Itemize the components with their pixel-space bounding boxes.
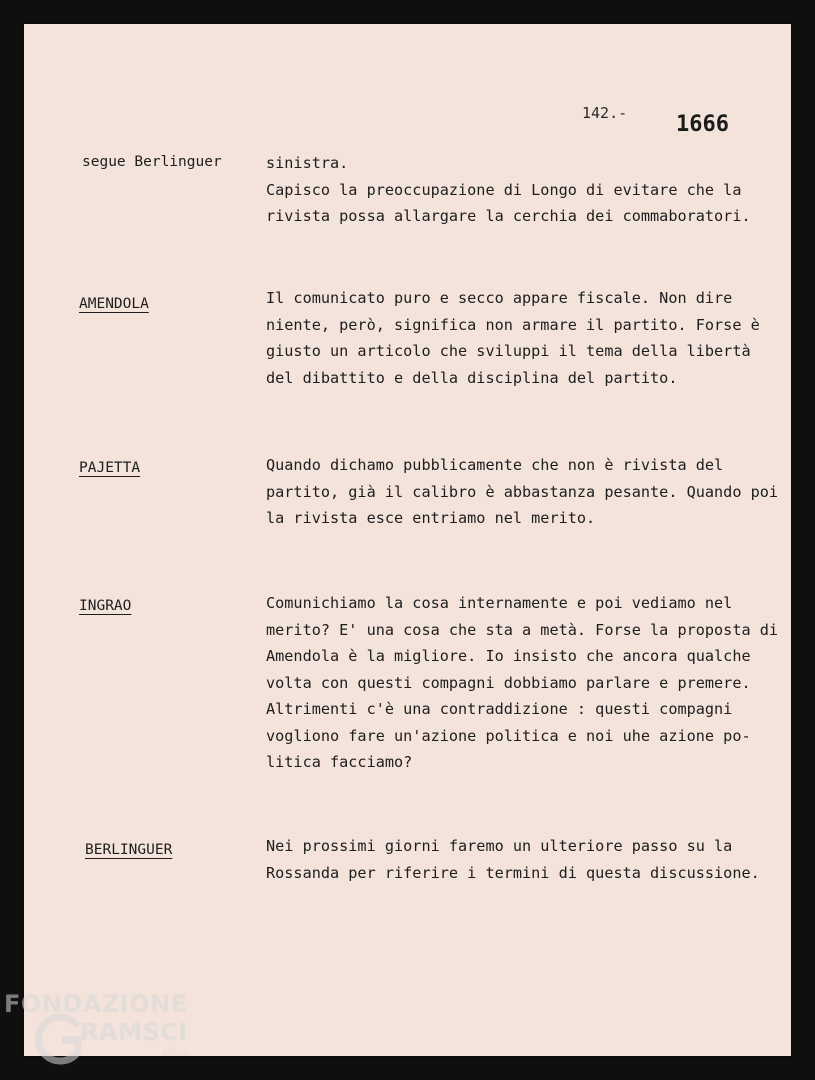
speech-paragraph: [266, 590, 786, 776]
speech-paragraph: [266, 833, 786, 886]
watermark-subtitle: RAMSCI: [80, 1018, 188, 1046]
text-line: Quando dichamo pubblicamente che non è rivista del: [266, 456, 724, 474]
text-line: Il comunicato puro e secco appare fiscale. Non dire: [266, 289, 733, 307]
speaker-label: PAJETTA: [79, 460, 141, 476]
watermark-suffix: onlus: [162, 1048, 189, 1059]
text-line: giusto un articolo che sviluppi il tema della libertà: [266, 342, 751, 360]
text-line: Comunichiamo la cosa internamente e poi vediamo nel: [266, 594, 733, 612]
fondazione-gramsci-watermark: [2, 990, 212, 1070]
text-line: rivista possa allargare la cerchia dei commaboratori.: [266, 207, 751, 225]
text-line: sinistra.: [266, 154, 349, 172]
gramsci-g-logo-icon: [32, 1010, 86, 1068]
text-line: Altrimenti c'è una contraddizione : questi compagni: [266, 700, 733, 718]
text-line: merito? E' una cosa che sta a metà. Forse la proposta di: [266, 620, 779, 639]
archive-stamp-number: 1666: [676, 112, 729, 137]
text-line: Rossanda per riferire i termini di questa discussione.: [266, 863, 760, 882]
speech-paragraph: [266, 285, 786, 391]
speech-paragraph: [266, 150, 786, 230]
speaker-label: INGRAO: [79, 598, 132, 614]
speaker-label: BERLINGUER: [85, 842, 173, 858]
text-line: del dibattito e della disciplina del partito.: [266, 368, 678, 387]
text-line: litica facciamo?: [266, 753, 413, 771]
page-number: 142.-: [582, 104, 628, 122]
speaker-label: segue Berlinguer: [82, 154, 222, 170]
speech-paragraph: [266, 452, 786, 532]
text-line: niente, però, significa non armare il partito. Forse è: [266, 315, 760, 334]
document-page: [24, 24, 791, 1056]
text-line: vogliono fare un'azione politica e noi uhe azione po-: [266, 726, 751, 745]
text-line: partito, già il calibro è abbastanza pesante. Quando poi: [266, 482, 779, 501]
text-line: Nei prossimi giorni faremo un ulteriore passo su la: [266, 837, 733, 855]
text-line: la rivista esce entriamo nel merito.: [266, 509, 596, 527]
text-line: Amendola è la migliore. Io insisto che ancora qualche: [266, 647, 751, 665]
text-line: Capisco la preoccupazione di Longo di evitare che la: [266, 180, 742, 199]
speaker-label: AMENDOLA: [79, 296, 149, 312]
text-line: volta con questi compagni dobbiamo parlare e premere.: [266, 673, 751, 692]
watermark-title: FONDAZIONE: [4, 990, 188, 1018]
